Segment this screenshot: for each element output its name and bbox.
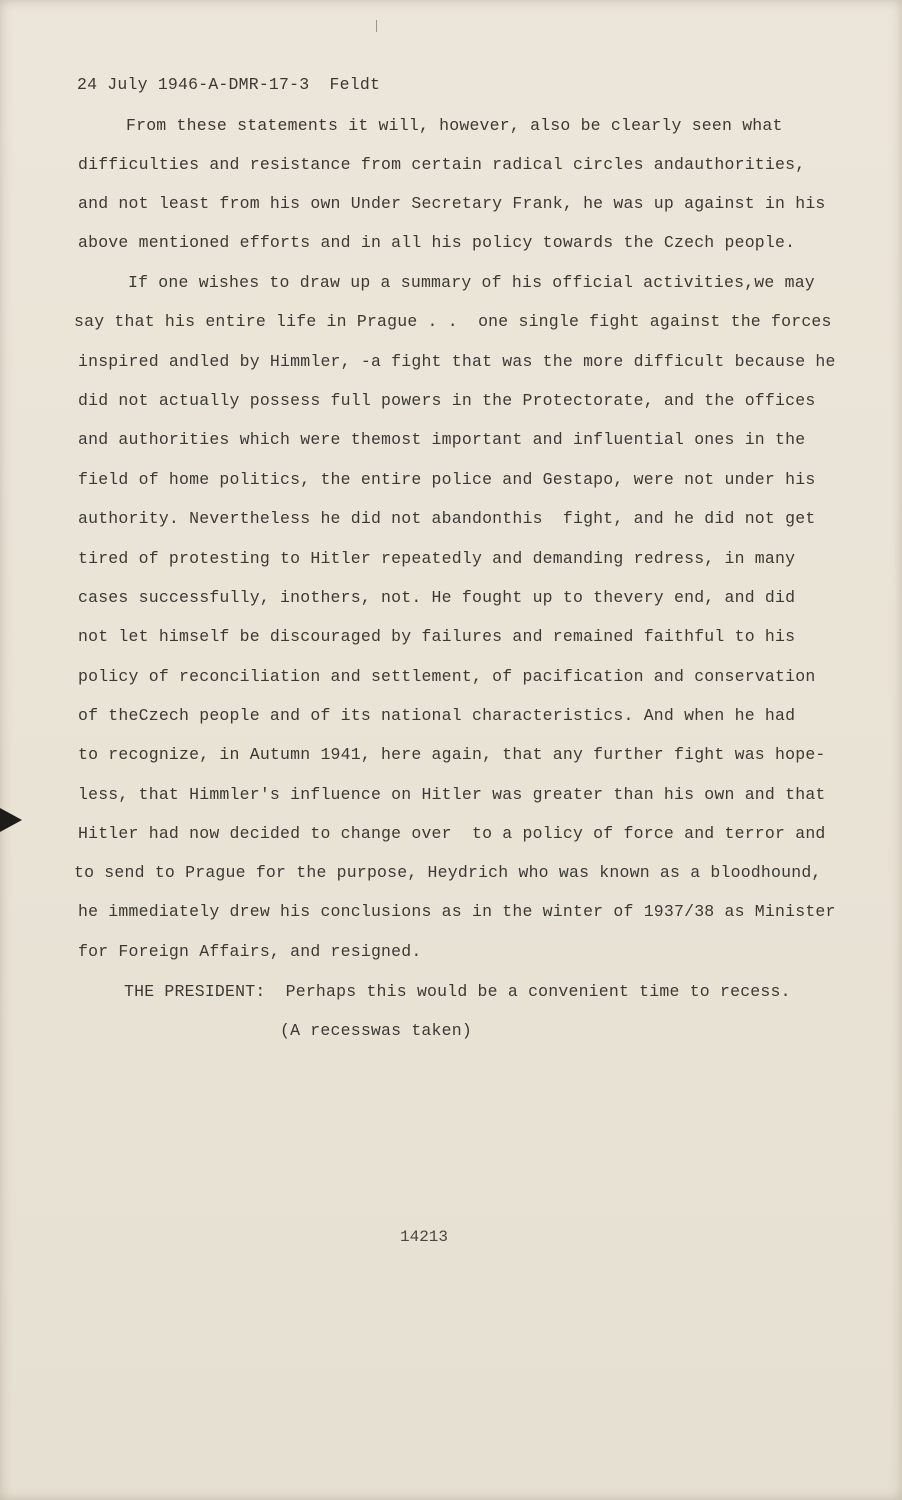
body-line: difficulties and resistance from certain radical circles andauthorities, xyxy=(78,155,806,174)
body-line: inspired andled by Himmler, -a fight that was the more difficult because he xyxy=(78,352,836,371)
president-remark: THE PRESIDENT: Perhaps this would be a convenient time to recess. xyxy=(124,982,791,1001)
body-line: of theCzech people and of its national characteristics. And when he had xyxy=(78,706,796,725)
body-line: not let himself be discouraged by failures and remained faithful to his xyxy=(78,627,796,646)
body-line: and authorities which were themost important and influential ones in the xyxy=(78,430,806,449)
body-line: cases successfully, inothers, not. He fought up to thevery end, and did xyxy=(78,588,796,607)
body-line: to send to Prague for the purpose, Heydrich who was known as a bloodhound, xyxy=(74,863,822,882)
body-line: he immediately drew his conclusions as in the winter of 1937/38 as Minister xyxy=(78,902,836,921)
body-line: From these statements it will, however, also be clearly seen what xyxy=(126,116,783,135)
body-line: less, that Himmler's influence on Hitler was greater than his own and that xyxy=(78,785,826,804)
body-line: authority. Nevertheless he did not abandonthis fight, and he did not get xyxy=(78,509,816,528)
body-line: to recognize, in Autumn 1941, here again, that any further fight was hope- xyxy=(78,745,826,764)
body-line: say that his entire life in Prague . . one single fight against the forces xyxy=(74,312,832,331)
body-line: did not actually possess full powers in the Protectorate, and the offices xyxy=(78,391,816,410)
recess-note: (A recesswas taken) xyxy=(280,1021,472,1040)
body-line: tired of protesting to Hitler repeatedly and demanding redress, in many xyxy=(78,549,796,568)
page-number: 14213 xyxy=(400,1228,449,1246)
body-line: and not least from his own Under Secretary Frank, he was up against in his xyxy=(78,194,826,213)
document-header: 24 July 1946-A-DMR-17-3 Feldt xyxy=(77,75,381,94)
body-line: policy of reconciliation and settlement, of pacification and conservation xyxy=(78,667,816,686)
body-line: above mentioned efforts and in all his policy towards the Czech people. xyxy=(78,233,796,252)
body-line: for Foreign Affairs, and resigned. xyxy=(78,942,422,961)
body-line: field of home politics, the entire police and Gestapo, were not under his xyxy=(78,470,816,489)
body-line: If one wishes to draw up a summary of his official activities,we may xyxy=(128,273,815,292)
binder-clip-mark xyxy=(0,808,22,832)
margin-tick-mark xyxy=(376,20,377,32)
body-line: Hitler had now decided to change over to a policy of force and terror and xyxy=(78,824,826,843)
